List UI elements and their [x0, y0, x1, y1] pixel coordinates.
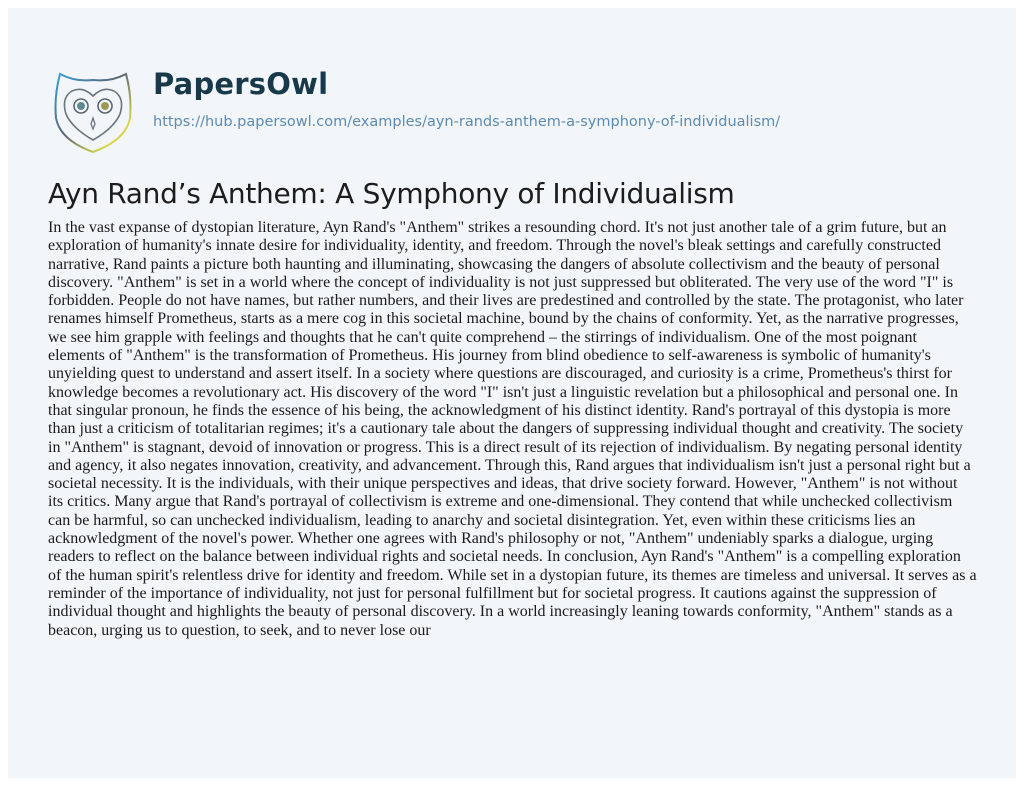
document-page: [8, 8, 1016, 778]
body-line: can be harmful, so can unchecked individualism, leading to anarchy and societal disintegration. Yet, even within these criticisms lies an: [48, 511, 916, 529]
body-line: acknowledgment of the novel's power. Whether one agrees with Rand's philosophy or not, "Anthem" undeniably sparks a dialogue, urging: [48, 530, 934, 548]
body-line: forbidden. People do not have names, but rather numbers, and their lives are predestined and controlled by the state. The protagonist, who later: [48, 292, 964, 310]
body-line: unyielding quest to understand and assert itself. In a society where questions are discouraged, and curiosity is a crime, Prometheus's thirst for: [48, 365, 952, 383]
body-line: beacon, urging us to question, to seek, and to never lose our: [48, 621, 431, 639]
body-line: In the vast expanse of dystopian literature, Ayn Rand's "Anthem" strikes a resounding chord. It's not just another tale of a grim future, but an: [48, 219, 947, 236]
body-line: its critics. Many argue that Rand's portrayal of collectivism is extreme and one-dimensional. They contend that while unchecked collectivism: [48, 493, 953, 511]
article-title: Ayn Rand’s Anthem: A Symphony of Individualism: [48, 177, 735, 210]
body-line: and agency, it also negates innovation, creativity, and advancement. Through this, Rand argues that individualism isn't just a personal right but a: [48, 456, 971, 474]
body-line: we see him grapple with feelings and thoughts that he can't quite comprehend – the stirrings of individualism. One of the most poignant: [48, 328, 917, 346]
body-line: of the human spirit's relentless drive for identity and freedom. While set in a dystopian future, its themes are timeless and universal. It serves as a: [48, 566, 977, 584]
body-line: that singular pronoun, he finds the essence of his being, the acknowledgment of his distinct identity. Rand's portrayal of this dystopia is more: [48, 401, 951, 419]
body-line: elements of "Anthem" is the transformation of Prometheus. His journey from blind obedience to self-awareness is symbolic of humanity's: [48, 347, 931, 365]
body-line: in "Anthem" is stagnant, devoid of innovation or progress. This is a direct result of its rejection of individualism. By negating personal identity: [48, 438, 963, 456]
owl-logo-icon: [50, 66, 136, 158]
body-line: readers to reflect on the balance between individual rights and societal needs. In conclusion, Ayn Rand's "Anthem" is a compelling exploration: [48, 548, 961, 566]
body-line: societal necessity. It is the individuals, with their unique perspectives and ideas, that drive society forward. However, "Anthem" is not without: [48, 475, 958, 493]
body-line: than just a criticism of totalitarian regimes; it's a cautionary tale about the dangers of suppressing individual thought and creativity. The society: [48, 420, 964, 438]
body-line: reminder of the importance of individuality, not just for personal fulfillment but for societal progress. It cautions against the suppression of: [48, 584, 937, 602]
article-body: [48, 219, 1018, 640]
site-header: [8, 8, 1016, 158]
body-line: knowledge becomes a revolutionary act. His discovery of the word "I" isn't just a linguistic revelation but a philosophical and personal one. In: [48, 383, 958, 401]
body-line: exploration of humanity's innate desire for individuality, identity, and freedom. Through the novel's bleak settings and carefully constructed: [48, 237, 941, 255]
body-line: narrative, Rand paints a picture both haunting and illuminating, showcasing the dangers of absolute collectivism and the beauty of personal: [48, 255, 940, 273]
body-line: renames himself Prometheus, starts as a mere cog in this societal machine, bound by the chains of conformity. Yet, as the narrative progresses,: [48, 310, 959, 328]
brand-name[interactable]: PapersOwl: [153, 67, 329, 101]
body-line: discovery. "Anthem" is set in a world where the concept of individuality is not just suppressed but obliterated. The very use of the word "I" is: [48, 273, 954, 291]
body-line: individual thought and highlights the beauty of personal discovery. In a world increasingly leaning towards conformity, "Anthem" stands as a: [48, 603, 953, 621]
source-url-link[interactable]: https://hub.papersowl.com/examples/ayn-rands-anthem-a-symphony-of-individualism/: [153, 114, 781, 130]
